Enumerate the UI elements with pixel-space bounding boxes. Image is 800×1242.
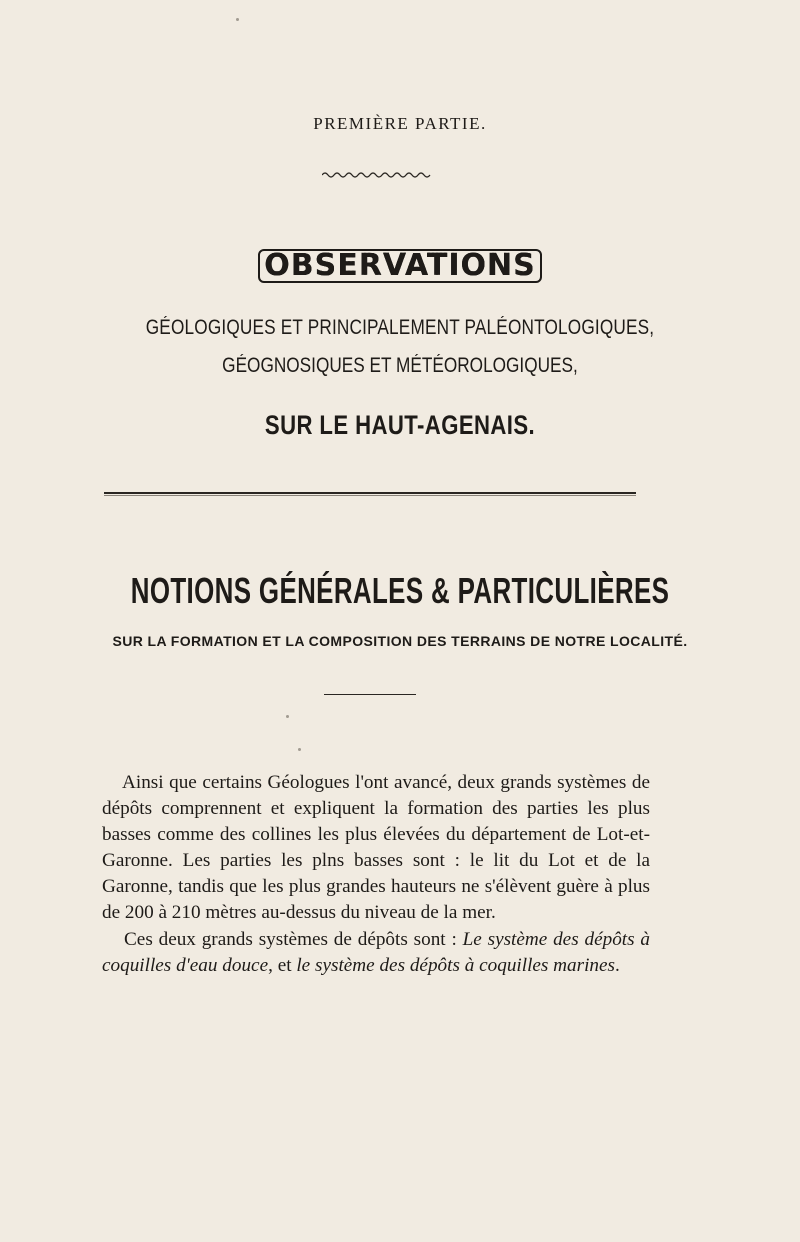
subtitle-line-3: SUR LE HAUT-AGENAIS.	[264, 410, 536, 440]
paragraph-2-mid: , et	[268, 954, 297, 976]
paper-speck	[298, 748, 301, 751]
paragraph-2-end: .	[615, 954, 620, 976]
section-title: NOTIONS GÉNÉRALES & PARTICULIÈRES	[130, 570, 670, 611]
subtitle-line-2: GÉOGNOSIQUES ET MÉTÉOROLOGIQUES,	[222, 354, 578, 377]
body-text	[102, 770, 650, 979]
paragraph-2-italic-1: Le système des dépôts à coquilles d'eau douce	[102, 928, 650, 976]
part-title: PREMIÈRE PARTIE.	[313, 114, 487, 133]
paper-speck	[286, 715, 289, 718]
subtitle-line-1: GÉOLOGIQUES ET PRINCIPALEMENT PALÉONTOLOGIQUES,	[145, 316, 655, 339]
horizontal-rule-shadow	[104, 495, 636, 496]
section-subtitle: SUR LA FORMATION ET LA COMPOSITION DES TERRAINS DE NOTRE LOCALITÉ.	[112, 633, 688, 649]
paragraph-2-start: Ces deux grands systèmes de dépôts sont :	[124, 928, 463, 950]
wavy-ornament	[322, 170, 432, 180]
short-rule	[324, 694, 416, 695]
horizontal-rule	[104, 492, 636, 494]
main-title-text: OBSERVATIONS	[258, 249, 541, 283]
main-title	[0, 248, 800, 283]
paragraph-1: Ainsi que certains Géologues l'ont avancé, deux grands systèmes de dépôts comprennent et expliquent la formation des parties les plus basses comme des collines les plus élevées du département de Lot-et-Garonne. Les parties les plns basses sont : le lit du Lot et de la Garonne, tandis que les plus grandes hauteurs ne s'élèvent guère à plus de 200 à 210 mètres au-dessus du niveau de la mer.	[102, 772, 650, 924]
paper-speck	[236, 18, 239, 21]
paragraph-2	[102, 927, 650, 979]
paragraph-2-italic-2: le système des dépôts à coquilles marines	[296, 954, 616, 976]
